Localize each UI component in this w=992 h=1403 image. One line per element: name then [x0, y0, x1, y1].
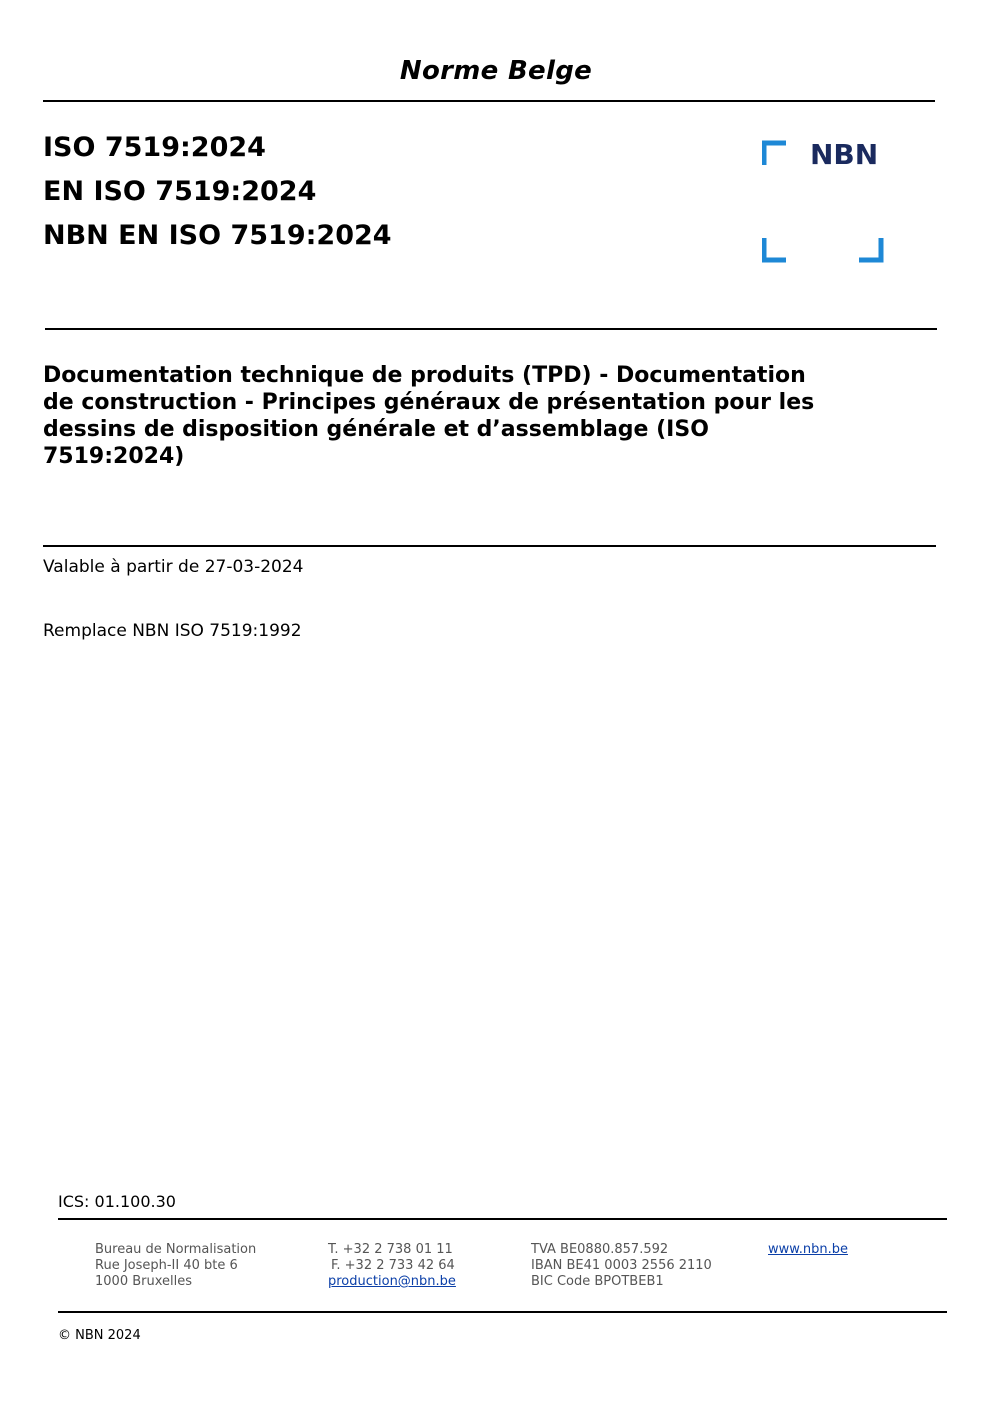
title-top-divider — [45, 328, 937, 330]
address-line: Bureau de Normalisation — [95, 1242, 257, 1257]
copyright: © NBN 2024 — [58, 1328, 141, 1343]
standard-code-iso: ISO 7519:2024 — [43, 132, 266, 163]
nbn-logo — [762, 140, 886, 264]
footer-contact — [328, 1242, 456, 1290]
email-link[interactable]: production@nbn.be — [328, 1274, 456, 1289]
header-divider — [43, 100, 935, 102]
vat-number: TVA BE0880.857.592 — [531, 1242, 669, 1257]
title-line: dessins de disposition générale et d’assemblage (ISO — [43, 417, 709, 442]
standard-code-nbn: NBN EN ISO 7519:2024 — [43, 220, 392, 251]
phone-number: T. +32 2 738 01 11 — [328, 1242, 453, 1257]
footer-bank — [531, 1242, 712, 1290]
website-link[interactable]: www.nbn.be — [768, 1242, 848, 1257]
footer-address — [95, 1242, 256, 1290]
footer-website — [768, 1242, 848, 1258]
address-line: 1000 Bruxelles — [95, 1274, 193, 1289]
title-line: de construction - Principes généraux de présentation pour les — [43, 390, 815, 415]
replaces-note: Remplace NBN ISO 7519:1992 — [43, 621, 302, 641]
title-line: Documentation technique de produits (TPD) - Documentation — [43, 363, 806, 388]
nbn-logo-text: NBN — [810, 140, 879, 171]
title-line: 7519:2024) — [43, 444, 185, 469]
bic-code: BIC Code BPOTBEB1 — [531, 1274, 664, 1289]
footer-bottom-divider — [58, 1311, 947, 1313]
footer-top-divider — [58, 1218, 947, 1220]
fax-number: F. +32 2 733 42 64 — [331, 1258, 455, 1273]
document-title — [43, 362, 923, 470]
title-bottom-divider — [43, 545, 936, 547]
document-type-heading: Norme Belge — [399, 56, 593, 86]
valid-from: Valable à partir de 27-03-2024 — [43, 557, 304, 577]
standard-code-en: EN ISO 7519:2024 — [43, 176, 317, 207]
address-line: Rue Joseph-II 40 bte 6 — [95, 1258, 238, 1273]
iban: IBAN BE41 0003 2556 2110 — [531, 1258, 712, 1273]
ics-code: ICS: 01.100.30 — [58, 1192, 176, 1211]
nbn-logo-brackets — [762, 140, 886, 264]
